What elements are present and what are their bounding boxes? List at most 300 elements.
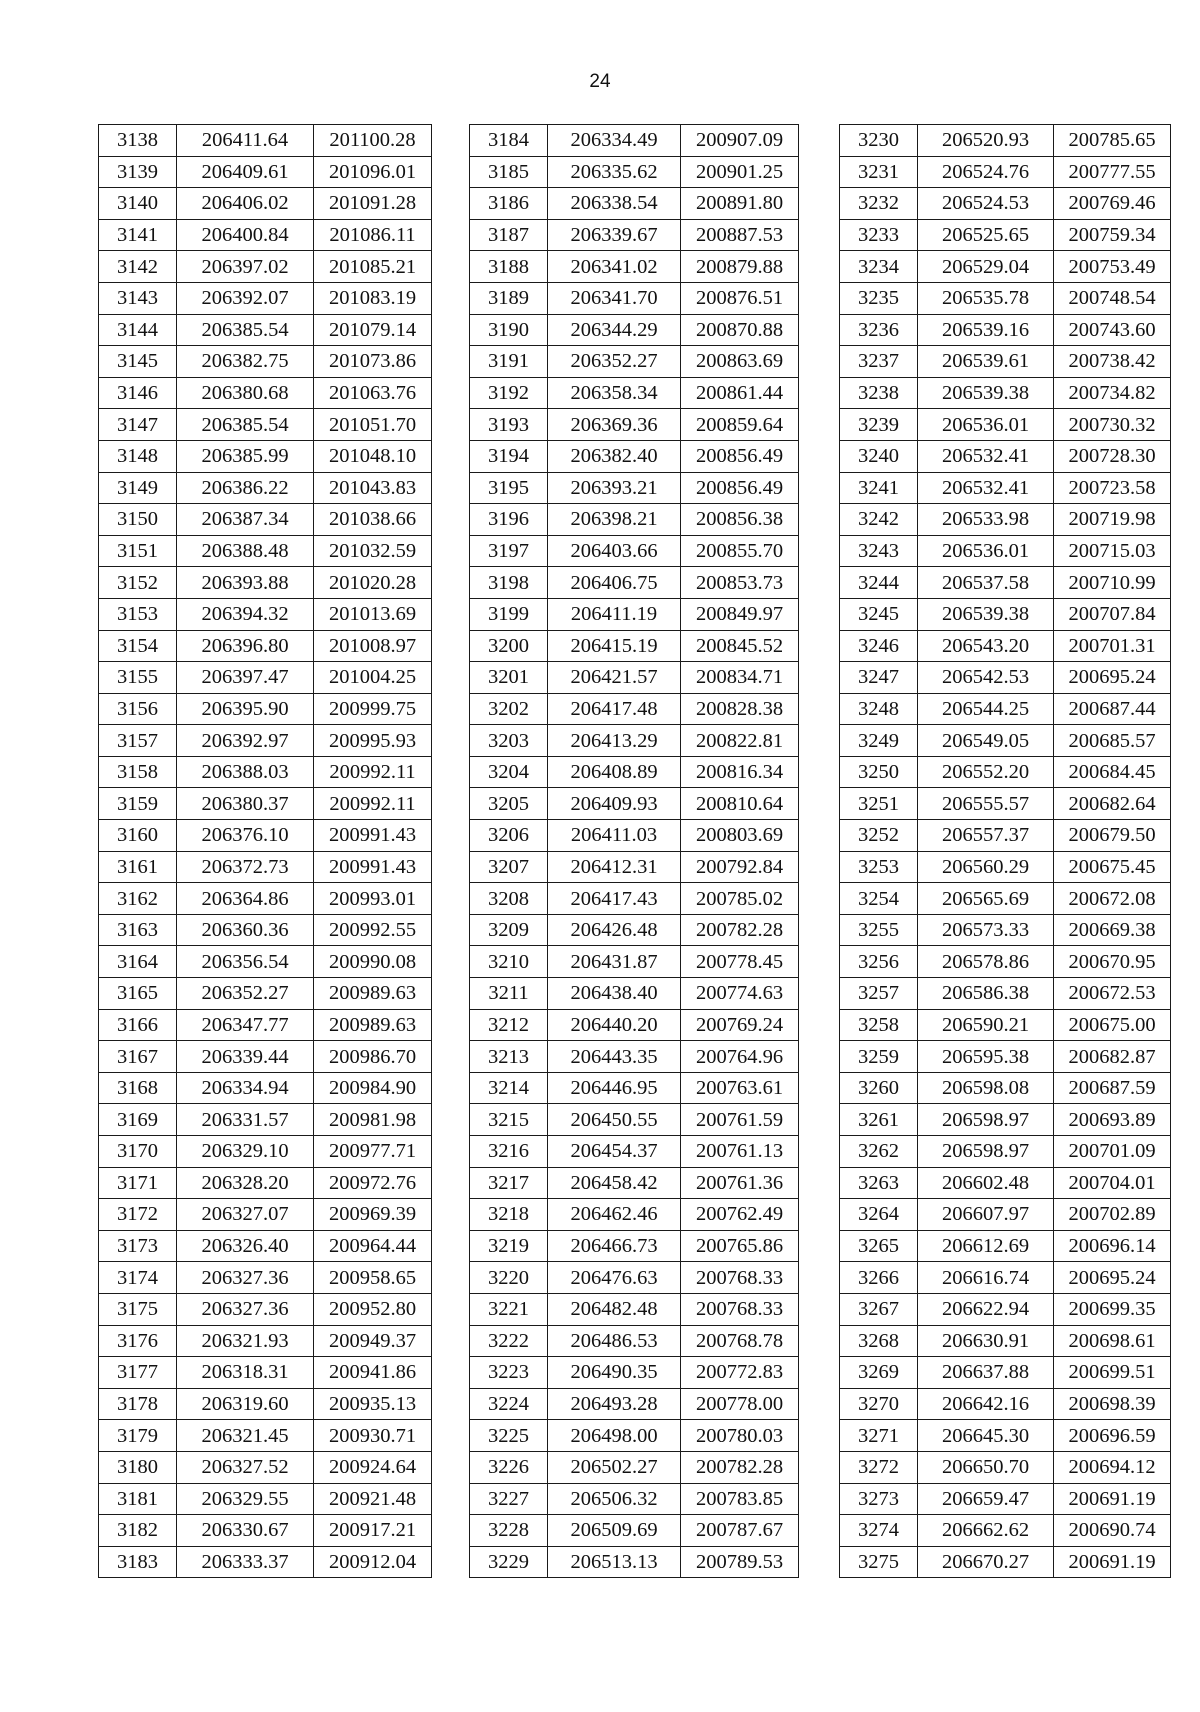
table-row (470, 662, 799, 694)
point-number-cell: 3246 (840, 630, 918, 662)
y-coordinate-cell: 200759.34 (1054, 219, 1171, 251)
y-coordinate-cell: 200695.24 (1054, 662, 1171, 694)
table-row (840, 1420, 1171, 1452)
y-coordinate-cell: 200743.60 (1054, 314, 1171, 346)
x-coordinate-cell: 206382.75 (177, 346, 314, 378)
x-coordinate-cell: 206403.66 (548, 535, 681, 567)
x-coordinate-cell: 206339.44 (177, 1041, 314, 1073)
x-coordinate-cell: 206380.68 (177, 377, 314, 409)
x-coordinate-cell: 206392.07 (177, 282, 314, 314)
x-coordinate-cell: 206400.84 (177, 219, 314, 251)
point-number-cell: 3148 (99, 440, 177, 472)
x-coordinate-cell: 206458.42 (548, 1167, 681, 1199)
point-number-cell: 3163 (99, 914, 177, 946)
y-coordinate-cell: 200782.28 (681, 1451, 799, 1483)
point-number-cell: 3157 (99, 725, 177, 757)
point-number-cell: 3244 (840, 567, 918, 599)
point-number-cell: 3164 (99, 946, 177, 978)
x-coordinate-cell: 206555.57 (918, 788, 1054, 820)
y-coordinate-cell: 200917.21 (314, 1515, 432, 1547)
x-coordinate-cell: 206536.01 (918, 409, 1054, 441)
table-row (99, 535, 432, 567)
y-coordinate-cell: 200986.70 (314, 1041, 432, 1073)
y-coordinate-cell: 201079.14 (314, 314, 432, 346)
y-coordinate-cell: 200856.49 (681, 472, 799, 504)
point-number-cell: 3158 (99, 756, 177, 788)
point-number-cell: 3231 (840, 156, 918, 188)
x-coordinate-cell: 206376.10 (177, 820, 314, 852)
x-coordinate-cell: 206616.74 (918, 1262, 1054, 1294)
y-coordinate-cell: 200834.71 (681, 662, 799, 694)
x-coordinate-cell: 206590.21 (918, 1009, 1054, 1041)
table-row (840, 1357, 1171, 1389)
x-coordinate-cell: 206462.46 (548, 1199, 681, 1231)
table-row (470, 377, 799, 409)
point-number-cell: 3191 (470, 346, 548, 378)
point-number-cell: 3142 (99, 251, 177, 283)
x-coordinate-cell: 206602.48 (918, 1167, 1054, 1199)
table-row (840, 1293, 1171, 1325)
x-coordinate-cell: 206333.37 (177, 1546, 314, 1578)
point-number-cell: 3189 (470, 282, 548, 314)
point-number-cell: 3139 (99, 156, 177, 188)
point-number-cell: 3217 (470, 1167, 548, 1199)
y-coordinate-cell: 200693.89 (1054, 1104, 1171, 1136)
table-row (470, 251, 799, 283)
y-coordinate-cell: 200707.84 (1054, 598, 1171, 630)
point-number-cell: 3149 (99, 472, 177, 504)
table-row (99, 883, 432, 915)
point-number-cell: 3237 (840, 346, 918, 378)
x-coordinate-cell: 206535.78 (918, 282, 1054, 314)
y-coordinate-cell: 200828.38 (681, 693, 799, 725)
table-row (99, 251, 432, 283)
x-coordinate-cell: 206327.07 (177, 1199, 314, 1231)
point-number-cell: 3204 (470, 756, 548, 788)
table-row (840, 1230, 1171, 1262)
y-coordinate-cell: 200958.65 (314, 1262, 432, 1294)
y-coordinate-cell: 200682.64 (1054, 788, 1171, 820)
table-row (470, 1388, 799, 1420)
table-row (470, 219, 799, 251)
y-coordinate-cell: 200715.03 (1054, 535, 1171, 567)
table-row (470, 1325, 799, 1357)
y-coordinate-cell: 200856.38 (681, 504, 799, 536)
x-coordinate-cell: 206412.31 (548, 851, 681, 883)
table-row (470, 1293, 799, 1325)
y-coordinate-cell: 200977.71 (314, 1136, 432, 1168)
x-coordinate-cell: 206532.41 (918, 472, 1054, 504)
table-row (840, 693, 1171, 725)
table-row (99, 409, 432, 441)
table-row (99, 1167, 432, 1199)
point-number-cell: 3259 (840, 1041, 918, 1073)
table-row (99, 1515, 432, 1547)
x-coordinate-cell: 206327.36 (177, 1262, 314, 1294)
y-coordinate-cell: 201020.28 (314, 567, 432, 599)
table-row (470, 346, 799, 378)
x-coordinate-cell: 206539.61 (918, 346, 1054, 378)
point-number-cell: 3203 (470, 725, 548, 757)
x-coordinate-cell: 206408.89 (548, 756, 681, 788)
point-number-cell: 3166 (99, 1009, 177, 1041)
x-coordinate-cell: 206369.36 (548, 409, 681, 441)
y-coordinate-cell: 200876.51 (681, 282, 799, 314)
y-coordinate-cell: 200672.53 (1054, 978, 1171, 1010)
table-row (840, 1199, 1171, 1231)
point-number-cell: 3266 (840, 1262, 918, 1294)
point-number-cell: 3197 (470, 535, 548, 567)
table-row (840, 409, 1171, 441)
y-coordinate-cell: 200856.49 (681, 440, 799, 472)
y-coordinate-cell: 200930.71 (314, 1420, 432, 1452)
y-coordinate-cell: 201085.21 (314, 251, 432, 283)
point-number-cell: 3186 (470, 188, 548, 220)
y-coordinate-cell: 200690.74 (1054, 1515, 1171, 1547)
x-coordinate-cell: 206578.86 (918, 946, 1054, 978)
y-coordinate-cell: 200753.49 (1054, 251, 1171, 283)
y-coordinate-cell: 200952.80 (314, 1293, 432, 1325)
point-number-cell: 3175 (99, 1293, 177, 1325)
table-row (99, 693, 432, 725)
y-coordinate-cell: 201051.70 (314, 409, 432, 441)
y-coordinate-cell: 200891.80 (681, 188, 799, 220)
table-row (99, 1293, 432, 1325)
x-coordinate-cell: 206490.35 (548, 1357, 681, 1389)
y-coordinate-cell: 201063.76 (314, 377, 432, 409)
point-number-cell: 3172 (99, 1199, 177, 1231)
table-row (470, 1515, 799, 1547)
table-row (470, 156, 799, 188)
table-row (840, 377, 1171, 409)
x-coordinate-cell: 206486.53 (548, 1325, 681, 1357)
table-row (470, 946, 799, 978)
table-row (840, 1515, 1171, 1547)
point-number-cell: 3214 (470, 1072, 548, 1104)
table-row (840, 1388, 1171, 1420)
point-number-cell: 3222 (470, 1325, 548, 1357)
x-coordinate-cell: 206598.97 (918, 1136, 1054, 1168)
point-number-cell: 3170 (99, 1136, 177, 1168)
table-row (470, 282, 799, 314)
x-coordinate-cell: 206344.29 (548, 314, 681, 346)
y-coordinate-cell: 200675.45 (1054, 851, 1171, 883)
point-number-cell: 3255 (840, 914, 918, 946)
y-coordinate-cell: 200772.83 (681, 1357, 799, 1389)
x-coordinate-cell: 206382.40 (548, 440, 681, 472)
table-row (840, 1483, 1171, 1515)
table-row (99, 282, 432, 314)
y-coordinate-cell: 200969.39 (314, 1199, 432, 1231)
table-row (470, 1041, 799, 1073)
point-number-cell: 3232 (840, 188, 918, 220)
y-coordinate-cell: 200935.13 (314, 1388, 432, 1420)
table-row (99, 630, 432, 662)
y-coordinate-cell: 200762.49 (681, 1199, 799, 1231)
y-coordinate-cell: 200730.32 (1054, 409, 1171, 441)
point-number-cell: 3248 (840, 693, 918, 725)
point-number-cell: 3271 (840, 1420, 918, 1452)
y-coordinate-cell: 200768.78 (681, 1325, 799, 1357)
x-coordinate-cell: 206612.69 (918, 1230, 1054, 1262)
x-coordinate-cell: 206327.52 (177, 1451, 314, 1483)
point-number-cell: 3174 (99, 1262, 177, 1294)
table-row (99, 567, 432, 599)
point-number-cell: 3190 (470, 314, 548, 346)
y-coordinate-cell: 200687.44 (1054, 693, 1171, 725)
x-coordinate-cell: 206598.08 (918, 1072, 1054, 1104)
table-row (840, 820, 1171, 852)
point-number-cell: 3153 (99, 598, 177, 630)
x-coordinate-cell: 206520.93 (918, 125, 1054, 157)
point-number-cell: 3230 (840, 125, 918, 157)
table-row (99, 440, 432, 472)
point-number-cell: 3167 (99, 1041, 177, 1073)
table-row (470, 630, 799, 662)
table-row (840, 1451, 1171, 1483)
y-coordinate-cell: 200783.85 (681, 1483, 799, 1515)
coordinate-table-3 (839, 124, 1171, 1578)
x-coordinate-cell: 206352.27 (548, 346, 681, 378)
y-coordinate-cell: 200792.84 (681, 851, 799, 883)
table-row (99, 788, 432, 820)
y-coordinate-cell: 200734.82 (1054, 377, 1171, 409)
point-number-cell: 3140 (99, 188, 177, 220)
x-coordinate-cell: 206326.40 (177, 1230, 314, 1262)
table-row (840, 1041, 1171, 1073)
x-coordinate-cell: 206565.69 (918, 883, 1054, 915)
point-number-cell: 3144 (99, 314, 177, 346)
table-row (99, 156, 432, 188)
table-row (99, 756, 432, 788)
table-row (99, 1009, 432, 1041)
y-coordinate-cell: 200684.45 (1054, 756, 1171, 788)
page-number: 24 (589, 71, 611, 92)
table-row (840, 567, 1171, 599)
table-row (470, 820, 799, 852)
table-row (470, 1262, 799, 1294)
y-coordinate-cell: 200964.44 (314, 1230, 432, 1262)
y-coordinate-cell: 200723.58 (1054, 472, 1171, 504)
y-coordinate-cell: 201096.01 (314, 156, 432, 188)
point-number-cell: 3156 (99, 693, 177, 725)
y-coordinate-cell: 200702.89 (1054, 1199, 1171, 1231)
y-coordinate-cell: 201073.86 (314, 346, 432, 378)
table-row (840, 662, 1171, 694)
y-coordinate-cell: 200995.93 (314, 725, 432, 757)
x-coordinate-cell: 206406.75 (548, 567, 681, 599)
point-number-cell: 3182 (99, 1515, 177, 1547)
table-row (840, 1072, 1171, 1104)
table-row (840, 598, 1171, 630)
table-row (99, 188, 432, 220)
y-coordinate-cell: 200777.55 (1054, 156, 1171, 188)
y-coordinate-cell: 201091.28 (314, 188, 432, 220)
point-number-cell: 3162 (99, 883, 177, 915)
x-coordinate-cell: 206385.54 (177, 409, 314, 441)
table-row (470, 851, 799, 883)
y-coordinate-cell: 200822.81 (681, 725, 799, 757)
x-coordinate-cell: 206557.37 (918, 820, 1054, 852)
y-coordinate-cell: 200738.42 (1054, 346, 1171, 378)
x-coordinate-cell: 206358.34 (548, 377, 681, 409)
point-number-cell: 3263 (840, 1167, 918, 1199)
point-number-cell: 3209 (470, 914, 548, 946)
x-coordinate-cell: 206360.36 (177, 914, 314, 946)
x-coordinate-cell: 206396.80 (177, 630, 314, 662)
point-number-cell: 3212 (470, 1009, 548, 1041)
table-row (840, 251, 1171, 283)
table-row (470, 1072, 799, 1104)
table-row (99, 725, 432, 757)
x-coordinate-cell: 206409.93 (548, 788, 681, 820)
y-coordinate-cell: 200991.43 (314, 851, 432, 883)
point-number-cell: 3233 (840, 219, 918, 251)
y-coordinate-cell: 201038.66 (314, 504, 432, 536)
x-coordinate-cell: 206388.03 (177, 756, 314, 788)
y-coordinate-cell: 200949.37 (314, 1325, 432, 1357)
point-number-cell: 3272 (840, 1451, 918, 1483)
x-coordinate-cell: 206560.29 (918, 851, 1054, 883)
x-coordinate-cell: 206318.31 (177, 1357, 314, 1389)
table-row (470, 125, 799, 157)
table-row (99, 1420, 432, 1452)
point-number-cell: 3200 (470, 630, 548, 662)
point-number-cell: 3205 (470, 788, 548, 820)
y-coordinate-cell: 200769.24 (681, 1009, 799, 1041)
y-coordinate-cell: 200672.08 (1054, 883, 1171, 915)
y-coordinate-cell: 200699.51 (1054, 1357, 1171, 1389)
point-number-cell: 3218 (470, 1199, 548, 1231)
point-number-cell: 3275 (840, 1546, 918, 1578)
y-coordinate-cell: 200679.50 (1054, 820, 1171, 852)
y-coordinate-cell: 200694.12 (1054, 1451, 1171, 1483)
y-coordinate-cell: 200778.00 (681, 1388, 799, 1420)
y-coordinate-cell: 200698.61 (1054, 1325, 1171, 1357)
point-number-cell: 3251 (840, 788, 918, 820)
table-row (470, 1167, 799, 1199)
table-row (99, 914, 432, 946)
point-number-cell: 3151 (99, 535, 177, 567)
y-coordinate-cell: 200989.63 (314, 1009, 432, 1041)
point-number-cell: 3228 (470, 1515, 548, 1547)
y-coordinate-cell: 201032.59 (314, 535, 432, 567)
y-coordinate-cell: 201004.25 (314, 662, 432, 694)
table-row (470, 978, 799, 1010)
table-row (470, 504, 799, 536)
x-coordinate-cell: 206543.20 (918, 630, 1054, 662)
y-coordinate-cell: 200761.59 (681, 1104, 799, 1136)
y-coordinate-cell: 200990.08 (314, 946, 432, 978)
x-coordinate-cell: 206544.25 (918, 693, 1054, 725)
point-number-cell: 3180 (99, 1451, 177, 1483)
y-coordinate-cell: 200999.75 (314, 693, 432, 725)
table-row (840, 756, 1171, 788)
point-number-cell: 3141 (99, 219, 177, 251)
x-coordinate-cell: 206395.90 (177, 693, 314, 725)
table-row (840, 504, 1171, 536)
x-coordinate-cell: 206421.57 (548, 662, 681, 694)
x-coordinate-cell: 206388.48 (177, 535, 314, 567)
x-coordinate-cell: 206573.33 (918, 914, 1054, 946)
point-number-cell: 3179 (99, 1420, 177, 1452)
x-coordinate-cell: 206397.02 (177, 251, 314, 283)
table-row (470, 788, 799, 820)
x-coordinate-cell: 206438.40 (548, 978, 681, 1010)
point-number-cell: 3236 (840, 314, 918, 346)
x-coordinate-cell: 206331.57 (177, 1104, 314, 1136)
x-coordinate-cell: 206595.38 (918, 1041, 1054, 1073)
y-coordinate-cell: 200787.67 (681, 1515, 799, 1547)
point-number-cell: 3183 (99, 1546, 177, 1578)
table-row (840, 914, 1171, 946)
point-number-cell: 3243 (840, 535, 918, 567)
x-coordinate-cell: 206417.48 (548, 693, 681, 725)
table-row (99, 851, 432, 883)
y-coordinate-cell: 200748.54 (1054, 282, 1171, 314)
x-coordinate-cell: 206642.16 (918, 1388, 1054, 1420)
y-coordinate-cell: 200691.19 (1054, 1483, 1171, 1515)
table-row (840, 630, 1171, 662)
point-number-cell: 3206 (470, 820, 548, 852)
y-coordinate-cell: 200769.46 (1054, 188, 1171, 220)
point-number-cell: 3258 (840, 1009, 918, 1041)
x-coordinate-cell: 206637.88 (918, 1357, 1054, 1389)
point-number-cell: 3145 (99, 346, 177, 378)
x-coordinate-cell: 206502.27 (548, 1451, 681, 1483)
y-coordinate-cell: 200728.30 (1054, 440, 1171, 472)
y-coordinate-cell: 200704.01 (1054, 1167, 1171, 1199)
x-coordinate-cell: 206525.65 (918, 219, 1054, 251)
table-row (840, 851, 1171, 883)
point-number-cell: 3168 (99, 1072, 177, 1104)
point-number-cell: 3226 (470, 1451, 548, 1483)
y-coordinate-cell: 200993.01 (314, 883, 432, 915)
x-coordinate-cell: 206372.73 (177, 851, 314, 883)
y-coordinate-cell: 200685.57 (1054, 725, 1171, 757)
table-row (470, 440, 799, 472)
point-number-cell: 3188 (470, 251, 548, 283)
x-coordinate-cell: 206529.04 (918, 251, 1054, 283)
table-row (470, 914, 799, 946)
table-row (470, 725, 799, 757)
point-number-cell: 3196 (470, 504, 548, 536)
x-coordinate-cell: 206482.48 (548, 1293, 681, 1325)
x-coordinate-cell: 206417.43 (548, 883, 681, 915)
point-number-cell: 3256 (840, 946, 918, 978)
x-coordinate-cell: 206393.21 (548, 472, 681, 504)
y-coordinate-cell: 200696.59 (1054, 1420, 1171, 1452)
table-row (99, 1325, 432, 1357)
point-number-cell: 3221 (470, 1293, 548, 1325)
point-number-cell: 3257 (840, 978, 918, 1010)
x-coordinate-cell: 206327.36 (177, 1293, 314, 1325)
y-coordinate-cell: 200849.97 (681, 598, 799, 630)
table-row (470, 1230, 799, 1262)
y-coordinate-cell: 200941.86 (314, 1357, 432, 1389)
x-coordinate-cell: 206586.38 (918, 978, 1054, 1010)
table-row (99, 662, 432, 694)
y-coordinate-cell: 200912.04 (314, 1546, 432, 1578)
x-coordinate-cell: 206493.28 (548, 1388, 681, 1420)
x-coordinate-cell: 206630.91 (918, 1325, 1054, 1357)
x-coordinate-cell: 206650.70 (918, 1451, 1054, 1483)
point-number-cell: 3216 (470, 1136, 548, 1168)
point-number-cell: 3155 (99, 662, 177, 694)
point-number-cell: 3261 (840, 1104, 918, 1136)
x-coordinate-cell: 206393.88 (177, 567, 314, 599)
y-coordinate-cell: 200789.53 (681, 1546, 799, 1578)
